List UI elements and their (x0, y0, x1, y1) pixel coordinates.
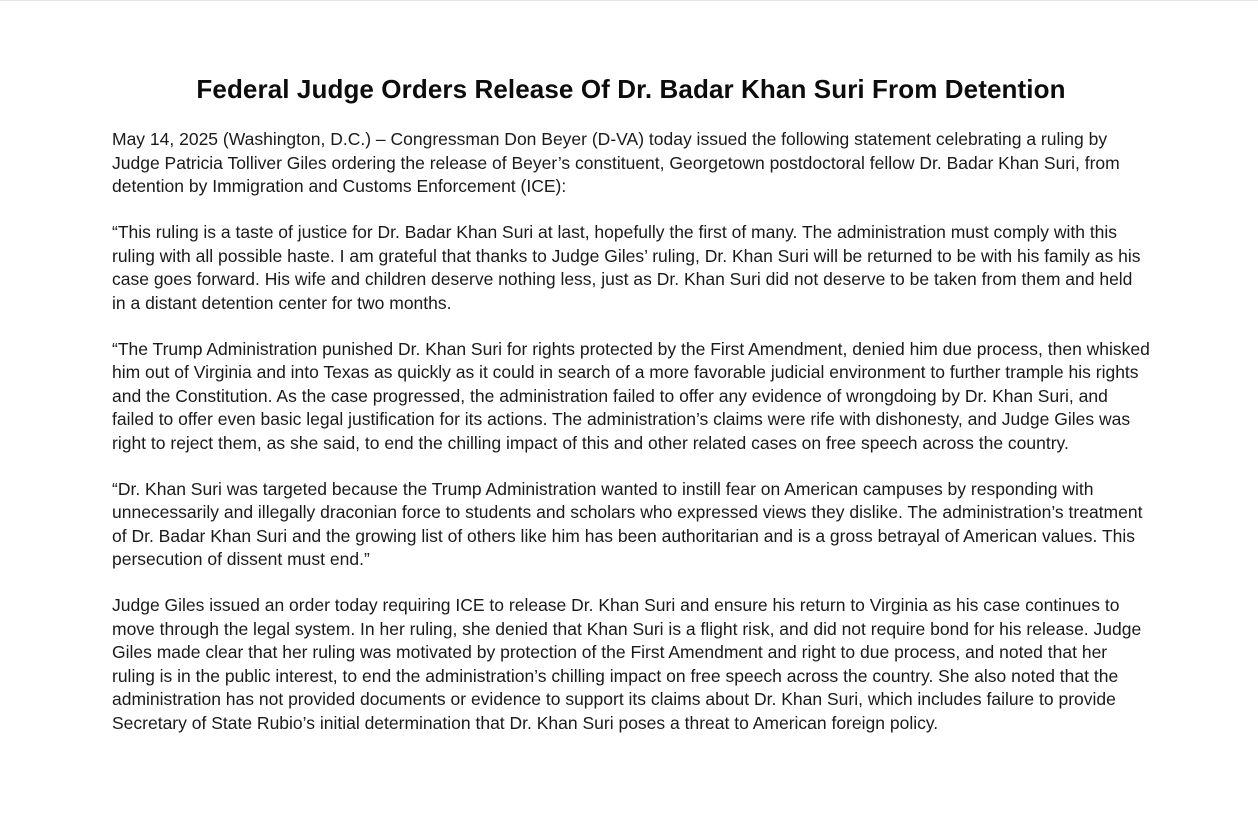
paragraph-ruling-details: Judge Giles issued an order today requiring ICE to release Dr. Khan Suri and ensure his return to Virginia as his case continues to move through the legal system. In her ruling, she denied that Khan Suri is a flight risk, and did not require bond for his release. Judge Giles made clear that her ruling was motivated by protection of the First Amendment and right to due process, and noted that her ruling is in the public interest, to end the administration’s chilling impact on free speech across the country. She also noted that the administration has not provided documents or evidence to support its claims about Dr. Khan Suri, which includes failure to provide Secretary of State Rubio’s initial determination that Dr. Khan Suri poses a threat to American foreign policy. (112, 595, 1142, 733)
top-divider (0, 0, 1258, 1)
paragraph-quote-2: “The Trump Administration punished Dr. Khan Suri for rights protected by the First Amendment, denied him due process, then whisked him out of Virginia and into Texas as quickly as it could in search of a more favorable judicial environment to further trample his rights and the Constitution. As the case progressed, the administration failed to offer any evidence of wrongdoing by Dr. Khan Suri, and failed to offer even basic legal justification for its actions. The administration’s claims were rife with dishonesty, and Judge Giles was right to reject them, as she said, to end the chilling impact of this and other related cases on free speech across the country. (112, 338, 1150, 453)
paragraph-quote-3: “Dr. Khan Suri was targeted because the Trump Administration wanted to instill fear on American campuses by responding with unnecessarily and illegally draconian force to students and scholars who expressed views they dislike. The administration’s treatment of Dr. Badar Khan Suri and the growing list of others like him has been authoritarian and is a gross betrayal of American values. This persecution of dissent must end.” (112, 478, 1143, 569)
paragraph-quote-1: “This ruling is a taste of justice for Dr. Badar Khan Suri at last, hopefully the first of many. The administration must comply with this ruling with all possible haste. I am grateful that thanks to Judge Giles’ ruling, Dr. Khan Suri will be returned to be with his family as his case goes forward. His wife and children deserve nothing less, just as Dr. Khan Suri did not deserve to be taken from them and held in a distant detention center for two months. (112, 222, 1141, 313)
page-title: Federal Judge Orders Release Of Dr. Badar Khan Suri From Detention (196, 74, 1066, 104)
press-release (112, 66, 1150, 735)
paragraph-intro: May 14, 2025 (Washington, D.C.) – Congressman Don Beyer (D-VA) today issued the following statement celebrating a ruling by Judge Patricia Tolliver Giles ordering the release of Beyer’s constituent, Georgetown postdoctoral fellow Dr. Badar Khan Suri, from detention by Immigration and Customs Enforcement (ICE): (112, 129, 1120, 196)
